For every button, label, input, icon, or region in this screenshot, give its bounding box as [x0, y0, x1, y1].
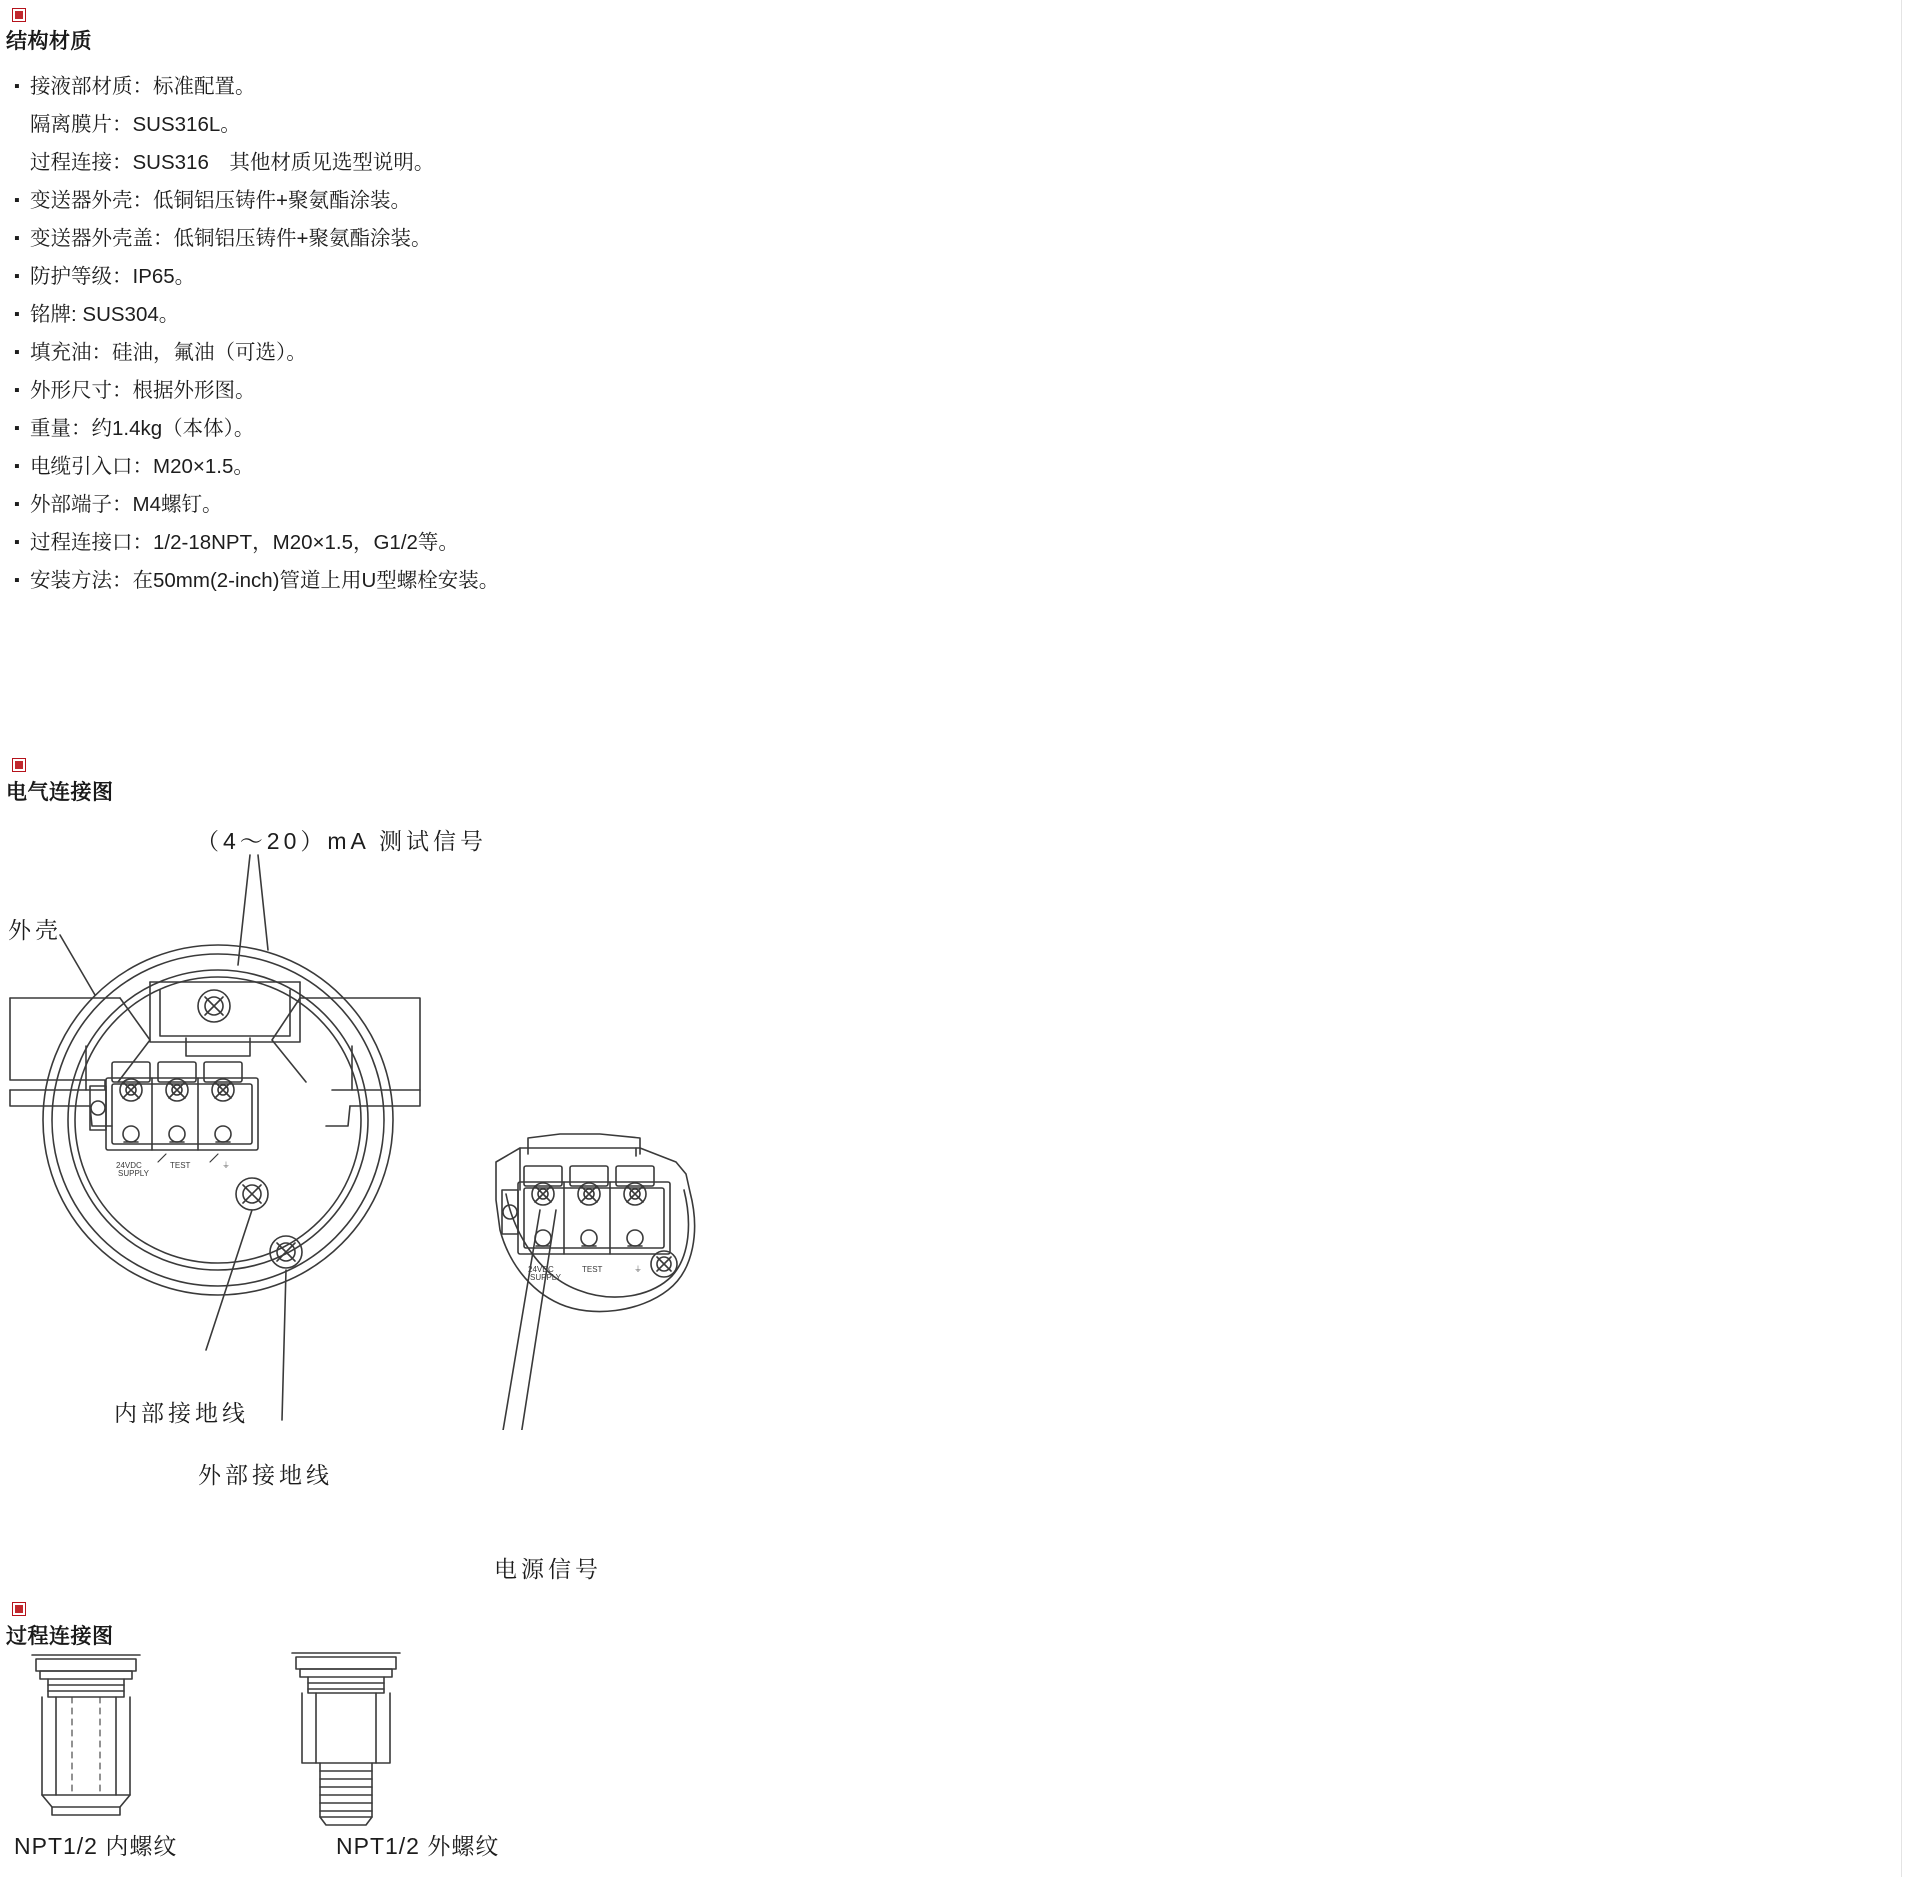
- label-power-signal: 电源信号: [494, 1556, 602, 1582]
- list-item: [14, 410, 914, 448]
- list-item: [14, 372, 914, 410]
- list-item-label: 安装方法：在50mm(2-inch)管道上用U型螺栓安装。: [30, 569, 500, 592]
- list-item-label: 铭牌: SUS304。: [30, 303, 180, 326]
- label-internal-ground: 内部接地线: [114, 1400, 249, 1426]
- list-item: [14, 562, 914, 600]
- leader-lines-power-signal: [486, 1210, 556, 1430]
- section-marker-structure-materials: [12, 8, 26, 22]
- leader-line-internal-ground: [206, 1210, 252, 1350]
- list-item: [14, 296, 914, 334]
- list-item-label: 外部端子：M4螺钉。: [30, 493, 223, 516]
- label-test-signal: （4～20）mA 测试信号: [196, 828, 487, 854]
- list-item-label: 填充油：硅油，氟油（可选）。: [30, 341, 307, 364]
- bullet-icon: ▪: [14, 306, 20, 323]
- list-item: [14, 220, 914, 258]
- caption-internal-thread: NPT1/2 内螺纹: [14, 1833, 178, 1859]
- cover-screw-top: [198, 990, 230, 1022]
- list-item-label: 重量：约1.4kg（本体）。: [30, 417, 255, 440]
- list-item: [14, 334, 914, 372]
- fitting-internal-thread: [32, 1655, 140, 1815]
- list-item-label: 接液部材质：标准配置。: [30, 75, 256, 98]
- list-item-label: 过程连接：SUS316 其他材质见选型说明。: [30, 151, 435, 174]
- list-item: [14, 68, 914, 106]
- list-item: [14, 258, 914, 296]
- fitting-external-thread: [292, 1653, 400, 1825]
- svg-text:⏚: ⏚: [222, 1161, 230, 1170]
- list-item: [14, 106, 914, 144]
- caption-external-thread: NPT1/2 外螺纹: [336, 1833, 500, 1859]
- bullet-icon: ▪: [14, 572, 20, 589]
- svg-text:SUPPLY: SUPPLY: [118, 1169, 149, 1178]
- electrical-connection-drawing: [0, 790, 1100, 1430]
- terminal-block-sectional: [502, 1166, 670, 1254]
- bullet-icon: ▪: [14, 78, 20, 95]
- structure-materials-list: [14, 68, 914, 600]
- list-item: [14, 144, 914, 182]
- svg-text:TEST: TEST: [582, 1265, 603, 1274]
- terminal-markings: [116, 1154, 230, 1178]
- list-item-label: 过程连接口：1/2-18NPT，M20×1.5，G1/2等。: [30, 531, 459, 554]
- internal-ground-screw: [236, 1178, 268, 1210]
- bullet-icon: ▪: [14, 534, 20, 551]
- label-housing: 外壳: [8, 917, 62, 943]
- terminal-plate: [150, 982, 300, 1056]
- list-item-label: 防护等级：IP65。: [30, 265, 196, 288]
- list-item-label: 电缆引入口：M20×1.5。: [30, 455, 254, 478]
- list-item: [14, 182, 914, 220]
- bullet-icon: ▪: [14, 230, 20, 247]
- list-item-label: 外形尺寸：根据外形图。: [30, 379, 256, 402]
- leader-line-housing: [60, 935, 95, 995]
- section-marker-process-connection: [12, 1602, 26, 1616]
- bullet-icon: ▪: [14, 420, 20, 437]
- leader-line-external-ground: [282, 1270, 286, 1420]
- svg-text:24VDC: 24VDC: [116, 1161, 142, 1170]
- terminal-block: [90, 1062, 258, 1150]
- label-external-ground: 外部接地线: [198, 1462, 333, 1488]
- list-item-label: 变送器外壳：低铜铝压铸件+聚氨酯涂装。: [30, 189, 411, 212]
- page-margin-rule: [1901, 0, 1902, 1877]
- bullet-icon: ▪: [14, 344, 20, 361]
- bullet-icon: ▪: [14, 192, 20, 209]
- list-item: [14, 486, 914, 524]
- list-item-label: 隔离膜片：SUS316L。: [30, 113, 241, 136]
- list-item-label: 变送器外壳盖：低铜铝压铸件+聚氨酯涂装。: [30, 227, 432, 250]
- section-title-process-connection: 过程连接图: [6, 1625, 114, 1648]
- terminal-lugs: [123, 1126, 231, 1142]
- svg-text:SUPPLY: SUPPLY: [530, 1273, 561, 1282]
- bullet-icon: ▪: [14, 458, 20, 475]
- sectional-screw: [651, 1251, 677, 1277]
- svg-text:TEST: TEST: [170, 1161, 191, 1170]
- section-marker-electrical-connection: [12, 758, 26, 772]
- svg-text:24VDC: 24VDC: [528, 1265, 554, 1274]
- svg-text:⏚: ⏚: [634, 1265, 642, 1274]
- bullet-icon: ▪: [14, 382, 20, 399]
- list-item: [14, 524, 914, 562]
- list-item: [14, 448, 914, 486]
- bullet-icon: ▪: [14, 496, 20, 513]
- section-title-electrical-connection: 电气连接图: [6, 781, 114, 804]
- section-title-structure-materials: 结构材质: [6, 30, 92, 53]
- bullet-icon: ▪: [14, 268, 20, 285]
